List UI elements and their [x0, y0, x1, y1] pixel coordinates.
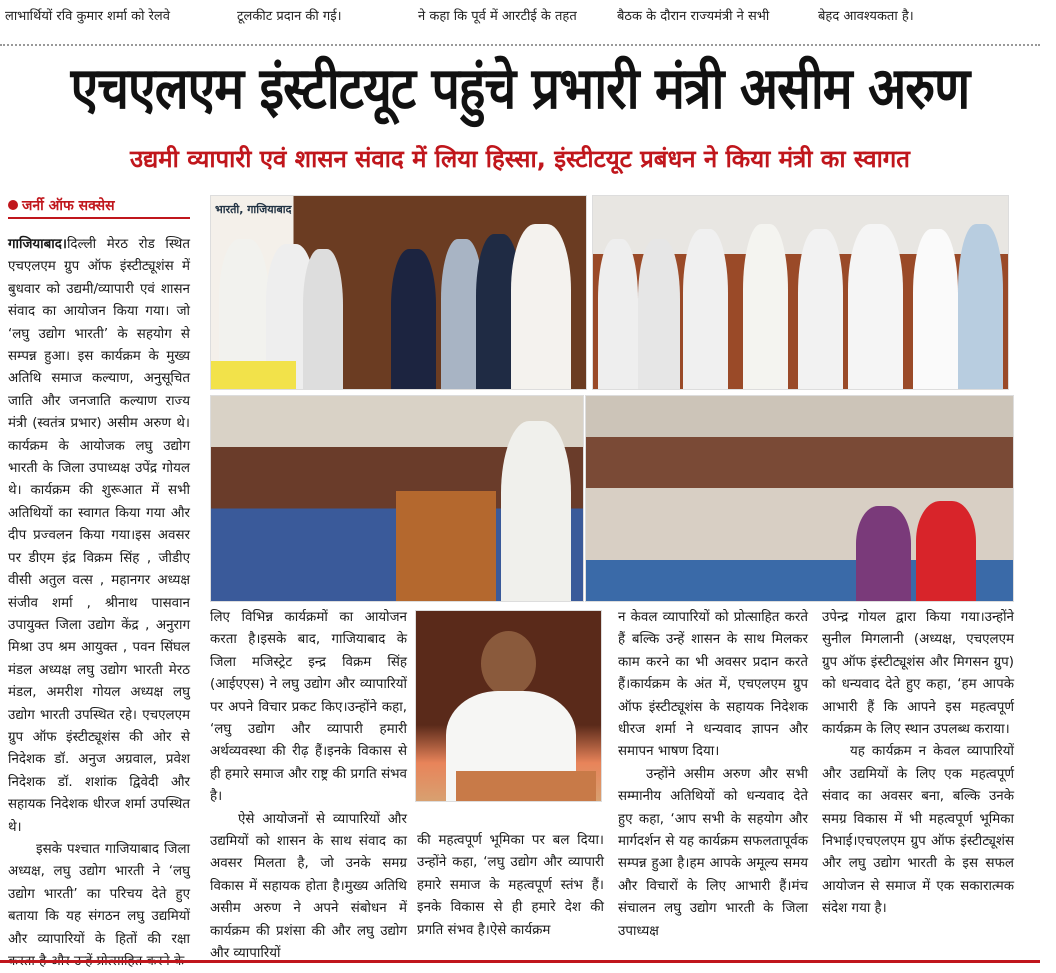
dateline: गाजियाबाद।: [8, 237, 67, 252]
divider: [0, 44, 1040, 46]
paragraph: इसके पश्चात गाजियाबाद जिला अध्यक्ष, लघु उद्योग भारती ने ‘लघु उद्योग भारती’ का परिचय देते हुए बताया कि यह संगठन लघु उद्यमियों और व्यापारियों के हितों की रक्षा करता है और उन्हें प्रोत्साहित करने के: [8, 841, 190, 969]
top-strip-text-3: ने कहा कि पूर्व में आरटीई के तहत: [418, 9, 577, 24]
article-column-2: [210, 607, 407, 966]
article-column-1: [8, 234, 190, 973]
paragraph: की महत्वपूर्ण भूमिका पर बल दिया। उन्होंने कहा, ‘लघु उद्योग और व्यापारी हमारे समाज के महत्वपूर्ण स्तंभ हैं।इनके विकास से ही हमारे देश की प्रगति संभव है।ऐसे कार्यक्रम: [417, 833, 604, 938]
top-strip-text-5: बेहद आवश्यकता है।: [818, 9, 914, 24]
paragraph: उपेन्द्र गोयल द्वारा किया गया।उन्होंने सुनील मिगलानी (अध्यक्ष, एचएलएम ग्रुप ऑफ इंस्टीट्यूशंस और मिगसन ग्रुप) को धन्यवाद देते हुए कहा, ‘हम आपके आभारी हैं कि आपने इस महत्वपूर्ण कार्यक्रम के लिए स्थान उपलब्ध कराया।: [822, 610, 1014, 738]
article-column-5: [822, 607, 1014, 921]
paragraph: लिए विभिन्न कार्यक्रमों का आयोजन करता है।इसके बाद, गाजियाबाद के जिला मजिस्ट्रेट इन्द्र विक्रम सिंह (आईएएस) ने लघु उद्योग और व्यापारियों पर अपने विचार प्रकट किए।उन्होंने कहा, ‘लघु उद्योग और व्यापारी हमारी अर्थव्यवस्था की रीढ़ हैं।इनके विकास से ही हमारे समाज और राष्ट्र की प्रगति संभव है।: [210, 610, 407, 805]
paragraph: यह कार्यक्रम न केवल व्यापारियों और उद्यमियों के लिए एक महत्वपूर्ण संवाद का अवसर बना, बल्कि उनके समग्र विकास में भी महत्वपूर्ण भूमिका निभाई।एचएलएम ग्रुप ऑफ इंस्टीट्यूशंस और लघु उद्योग भारती के इस सफल आयोजन से समाज में एक सकारात्मक संदेश गया है।: [822, 744, 1014, 917]
bottom-rule: [0, 960, 1040, 963]
paragraph: उन्होंने असीम अरुण और सभी सम्मानीय अतिथियों को धन्यवाद देते हुए कहा, ‘आप सभी के सहयोग और मार्गदर्शन से यह कार्यक्रम सफलतापूर्वक सम्पन्न हुआ है।हम आपके अमूल्य समय और विचारों के लिए आभारी हैं।मंच संचालन लघु उद्योग भारती के जिला उपाध्यक्ष: [618, 766, 808, 939]
photo-audience-podium: [210, 395, 584, 602]
photo-lamp-lighting: [210, 195, 587, 390]
subheadline: उद्यमी व्यापारी एवं शासन संवाद में लिया हिस्सा, इंस्टीटयूट प्रबंधन ने किया मंत्री का स्वागत: [130, 145, 910, 173]
photo-group: [592, 195, 1009, 390]
paragraph: न केवल व्यापारियों को प्रोत्साहित करते हैं बल्कि उन्हें शासन के साथ मिलकर काम करने का भी अवसर प्रदान करते हैं।कार्यक्रम के अंत में, एचएलएम ग्रुप ऑफ इंस्टीट्यूशंस के सहायक निदेशक धीरज शर्मा ने धन्यवाद ज्ञापन और समापन भाषण दिया।: [618, 610, 808, 760]
photo-minister-speaking: [415, 610, 602, 802]
byline-text: जर्नी ऑफ सक्सेस: [22, 198, 115, 214]
top-strip-text-2: टूलकीट प्रदान की गई।: [237, 9, 342, 24]
top-strip-text-1: लाभार्थियों रवि कुमार शर्मा को रेलवे: [5, 9, 170, 24]
byline: [8, 196, 190, 219]
photo-banner-text: भारती, गाजियाबाद: [215, 203, 292, 216]
paragraph: ऐसे आयोजनों से व्यापारियों और उद्यमियों को शासन के साथ संवाद का अवसर मिलता है, जो उनके समग्र विकास में सहायक होता है।मुख्य अतिथि असीम अरुण ने अपने संबोधन में कार्यक्रम की प्रशंसा की और लघु उद्योग और व्यापारियों: [210, 811, 407, 962]
top-strip-text-4: बैठक के दौरान राज्यमंत्री ने सभी: [617, 9, 770, 24]
article-column-4: [618, 607, 808, 943]
paragraph: दिल्ली मेरठ रोड स्थित एचएलएम ग्रुप ऑफ इंस्टीट्यूशंस में बुधवार को उद्यमी/व्यापारी एवं शासन संवाद का आयोजन किया गया। जो ‘लघु उद्योग भारती’ के सहयोग से सम्पन्न हुआ। इस कार्यक्रम के मुख्य अतिथि समाज कल्याण, अनुसूचित जाति और जनजाति कल्याण राज्य मंत्री (स्वतंत्र प्रभार) असीम अरुण थे। कार्यक्रम के आयोजक लघु उद्योग भारती के जिला उपाध्यक्ष उपेंद्र गोयल थे। कार्यक्रम की शुरूआत में सभी अतिथियों का स्वागत किया गया और दीप प्रज्वलन किया गया।इस अवसर पर डीएम इंद्र विक्रम सिंह , जीडीए वीसी अतुल वत्स , महानगर अध्यक्ष संजीव शर्मा , श्रीनाथ पासवान उपायुक्त जिला उद्योग केंद्र , अनुराग मिश्रा उप श्रम आयुक्त , पवन सिंघल मंडल अध्यक्ष लघु उद्योग भारती मेरठ मंडल, अमरीश गोयल अध्यक्ष लघु उद्योग भारती उपस्थित रहे। एचएलएम ग्रुप ऑफ इंस्टीट्यूशंस की ओर से निदेशक डॉ. अनुज अग्रवाल, प्रवेश निदेशक डॉ. शशांक द्विवेदी और सहायक निदेशक धीरज शर्मा उपस्थित थे।: [8, 237, 190, 835]
headline: एचएलएम इंस्टीटयूट पहुंचे प्रभारी मंत्री असीम अरुण: [70, 54, 970, 122]
article-column-3: [417, 830, 604, 942]
bullet-icon: [8, 200, 18, 210]
photo-audience: [585, 395, 1014, 602]
